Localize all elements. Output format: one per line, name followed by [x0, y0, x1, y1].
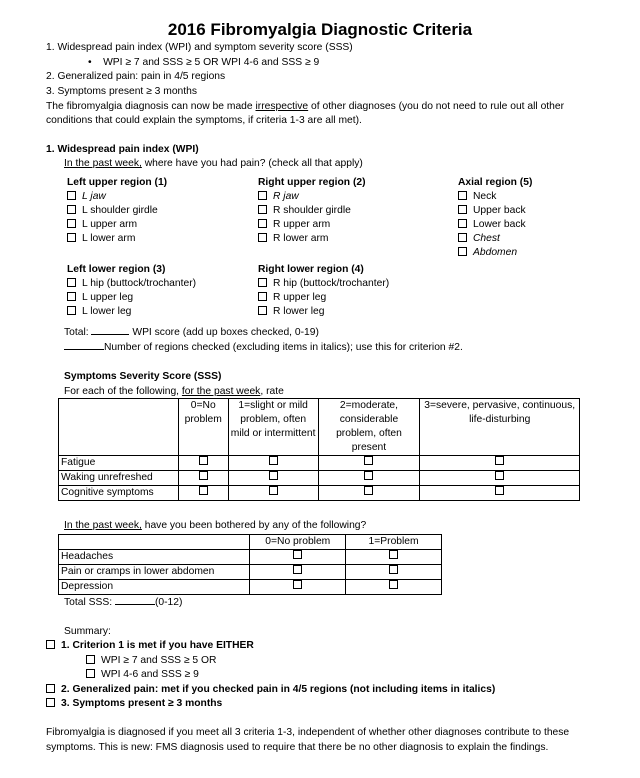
sss2-header-1: 1=Problem: [346, 535, 442, 550]
rating-cell: [178, 471, 228, 486]
checkbox[interactable]: [364, 456, 373, 465]
summary-item-2-text: 2. Generalized pain: met if you checked pain in 4/5 regions (not including items in italics): [61, 684, 496, 695]
footer-line-2: symptoms. This is new: FMS diagnosis used to require that there be no other diagnosis to explain the findings.: [46, 742, 549, 753]
sss-instr-emphasis: for the past week: [181, 386, 261, 397]
region-item-label: R upper leg: [273, 292, 327, 303]
sss-header-3: 3=severe, pervasive, continuous, life-disturbing: [420, 399, 580, 456]
checkbox[interactable]: [46, 640, 55, 649]
sss-header-1: 1=slight or mild problem, often mild or intermittent: [228, 399, 318, 456]
summary-label: Summary:: [64, 626, 111, 637]
row-label: Pain or cramps in lower abdomen: [59, 565, 250, 580]
row-label: Waking unrefreshed: [59, 471, 179, 486]
region-item-label: Upper back: [473, 205, 526, 216]
region-item-label: R lower leg: [273, 306, 325, 317]
region-item-label: R lower arm: [273, 233, 329, 244]
sss-header-blank: [59, 399, 179, 456]
rating-cell: [318, 486, 420, 501]
wpi-regions-blank[interactable]: [64, 349, 104, 350]
checkbox[interactable]: [293, 580, 302, 589]
region-item-label: Lower back: [473, 219, 526, 230]
checkbox[interactable]: [199, 456, 208, 465]
checkbox[interactable]: [458, 191, 467, 200]
table-row: [59, 550, 442, 565]
rating-cell: [250, 580, 346, 595]
sss-instr-text: , rate: [260, 386, 284, 397]
checkbox[interactable]: [364, 486, 373, 495]
wpi-instr-emphasis: In the past week,: [64, 158, 142, 169]
checkbox[interactable]: [258, 205, 267, 214]
sss-header-2: 2=moderate, considerable problem, often present: [318, 399, 420, 456]
region-item: [67, 218, 167, 232]
checkbox[interactable]: [67, 219, 76, 228]
region-item: [458, 246, 532, 260]
region-item: [258, 291, 389, 305]
footer-line-1: Fibromyalgia is diagnosed if you meet all 3 criteria 1-3, independent of whether other diagnoses contribute to these: [46, 727, 570, 738]
checkbox[interactable]: [199, 486, 208, 495]
wpi-total-blank[interactable]: [91, 334, 129, 335]
rating-cell: [346, 565, 442, 580]
checkbox[interactable]: [67, 191, 76, 200]
table-row: [59, 471, 580, 486]
checkbox[interactable]: [389, 550, 398, 559]
checkbox[interactable]: [458, 219, 467, 228]
rating-cell: [228, 486, 318, 501]
sss-instructions: [64, 385, 284, 399]
region-item-label: L upper leg: [82, 292, 134, 303]
wpi-total-line: [64, 326, 319, 340]
page-title: 2016 Fibromyalgia Diagnostic Criteria: [167, 20, 473, 39]
summary-item-3: [46, 697, 222, 711]
wpi-heading: 1. Widespread pain index (WPI): [46, 144, 199, 155]
bullet-icon: •: [88, 57, 92, 68]
rating-cell: [250, 565, 346, 580]
checkbox[interactable]: [293, 565, 302, 574]
summary-item-1a: [86, 654, 216, 668]
sss2-header-0: 0=No problem: [250, 535, 346, 550]
region-item: [258, 305, 389, 319]
region-left-lower: [67, 263, 196, 319]
checkbox[interactable]: [86, 669, 95, 678]
region-item-label: Neck: [473, 191, 497, 202]
region-title: Right lower region (4): [258, 264, 364, 275]
criterion-1: 1. Widespread pain index (WPI) and symptom severity score (SSS): [46, 42, 353, 53]
wpi-regions-desc: Number of regions checked (excluding items in italics); use this for criterion #2.: [104, 342, 463, 353]
sss-total-line: [64, 596, 182, 610]
checkbox[interactable]: [258, 219, 267, 228]
criterion-1-sub: [88, 56, 319, 70]
region-item-label: L shoulder girdle: [82, 205, 158, 216]
sss2-header-row: [59, 535, 442, 550]
checkbox[interactable]: [269, 471, 278, 480]
rating-cell: [420, 486, 580, 501]
sss-question-2: [64, 519, 366, 533]
checkbox[interactable]: [258, 292, 267, 301]
region-item: [258, 232, 366, 246]
checkbox[interactable]: [389, 565, 398, 574]
table-row: [59, 486, 580, 501]
checkbox[interactable]: [458, 205, 467, 214]
rating-cell: [420, 471, 580, 486]
region-item: [67, 232, 167, 246]
checkbox[interactable]: [258, 306, 267, 315]
rating-cell: [318, 471, 420, 486]
wpi-regions-line: [64, 341, 463, 355]
sss-header-row: [59, 399, 580, 456]
sss-q2-emphasis: In the past week,: [64, 520, 142, 531]
summary-item-2: [46, 683, 495, 697]
checkbox[interactable]: [389, 580, 398, 589]
checkbox[interactable]: [46, 684, 55, 693]
checkbox[interactable]: [67, 292, 76, 301]
rating-cell: [346, 580, 442, 595]
checkbox[interactable]: [67, 233, 76, 242]
checkbox[interactable]: [46, 698, 55, 707]
sss-header-0: 0=No problem: [178, 399, 228, 456]
region-item: [67, 277, 196, 291]
checkbox[interactable]: [269, 456, 278, 465]
summary-item-1b: [86, 668, 199, 682]
sss-total-blank[interactable]: [115, 604, 155, 605]
rating-cell: [346, 550, 442, 565]
region-item: [258, 204, 366, 218]
checkbox[interactable]: [67, 306, 76, 315]
region-item: [67, 204, 167, 218]
sss-table-2: [58, 534, 442, 595]
region-left-upper: [67, 176, 167, 246]
wpi-total-label: Total:: [64, 327, 92, 338]
note-emphasis: irrespective: [255, 101, 309, 112]
summary-item-1: [46, 639, 254, 653]
wpi-total-desc: WPI score (add up boxes checked, 0-19): [129, 327, 319, 338]
criterion-2: 2. Generalized pain: pain in 4/5 regions: [46, 71, 226, 82]
checkbox[interactable]: [293, 550, 302, 559]
checkbox[interactable]: [269, 486, 278, 495]
checkbox[interactable]: [364, 471, 373, 480]
sss-total-label: Total SSS:: [64, 597, 115, 608]
region-item-label: L lower arm: [82, 233, 136, 244]
table-row: [59, 580, 442, 595]
table-row: [59, 456, 580, 471]
region-item: [458, 232, 532, 246]
region-axial: [458, 176, 532, 260]
note-line-2: conditions that could explain the symptoms, if criteria 1-3 are all met).: [46, 115, 362, 126]
sss-heading: Symptoms Severity Score (SSS): [64, 371, 222, 382]
note-text: The fibromyalgia diagnosis can now be made: [46, 101, 256, 112]
region-item: [67, 291, 196, 305]
row-label: Headaches: [59, 550, 250, 565]
region-title: Left lower region (3): [67, 264, 166, 275]
region-item: [258, 218, 366, 232]
checkbox[interactable]: [67, 278, 76, 287]
region-item: [67, 190, 167, 204]
region-item: [67, 305, 196, 319]
row-label: Fatigue: [59, 456, 179, 471]
region-item-label: L jaw: [82, 191, 106, 202]
summary-item-3-text: 3. Symptoms present ≥ 3 months: [61, 698, 223, 709]
sss2-header-blank: [59, 535, 250, 550]
region-item-label: L lower leg: [82, 306, 132, 317]
checkbox[interactable]: [86, 655, 95, 664]
sss-instr-text: For each of the following,: [64, 386, 182, 397]
table-row: [59, 565, 442, 580]
rating-cell: [178, 486, 228, 501]
row-label: Depression: [59, 580, 250, 595]
rating-cell: [318, 456, 420, 471]
criterion-1-sub-text: WPI ≥ 7 and SSS ≥ 5 OR WPI 4-6 and SSS ≥ 9: [103, 57, 320, 68]
region-title: Left upper region (1): [67, 177, 168, 188]
region-right-lower: [258, 263, 389, 319]
summary-item-1a-text: WPI ≥ 7 and SSS ≥ 5 OR: [101, 655, 217, 666]
checkbox[interactable]: [67, 205, 76, 214]
checkbox[interactable]: [258, 278, 267, 287]
region-item: [458, 190, 532, 204]
checkbox[interactable]: [199, 471, 208, 480]
rating-cell: [250, 550, 346, 565]
checkbox[interactable]: [495, 486, 504, 495]
region-item-label: R jaw: [273, 191, 299, 202]
summary-item-1-text: 1. Criterion 1 is met if you have EITHER: [61, 640, 254, 651]
checkbox[interactable]: [258, 233, 267, 242]
region-item: [258, 277, 389, 291]
checkbox[interactable]: [258, 191, 267, 200]
rating-cell: [228, 471, 318, 486]
checkbox[interactable]: [458, 247, 467, 256]
region-item: [458, 218, 532, 232]
region-item-label: R shoulder girdle: [273, 205, 351, 216]
checkbox[interactable]: [495, 456, 504, 465]
region-item: [458, 204, 532, 218]
region-item-label: R upper arm: [273, 219, 331, 230]
region-right-upper: [258, 176, 366, 246]
region-title: Axial region (5): [458, 177, 533, 188]
wpi-instructions: [64, 157, 363, 171]
sss-total-range: (0-12): [154, 597, 183, 608]
wpi-instr-text: where have you had pain? (check all that apply): [141, 158, 363, 169]
region-item-label: L hip (buttock/trochanter): [82, 278, 197, 289]
checkbox[interactable]: [458, 233, 467, 242]
region-item-label: Chest: [473, 233, 500, 244]
summary-item-1b-text: WPI 4-6 and SSS ≥ 9: [101, 669, 199, 680]
sss-table: [58, 398, 580, 501]
region-item-label: R hip (buttock/trochanter): [273, 278, 390, 289]
rating-cell: [420, 456, 580, 471]
region-item: [258, 190, 366, 204]
region-item-label: Abdomen: [473, 247, 518, 258]
row-label: Cognitive symptoms: [59, 486, 179, 501]
region-title: Right upper region (2): [258, 177, 366, 188]
note-line-1: [46, 100, 564, 114]
region-item-label: L upper arm: [82, 219, 138, 230]
rating-cell: [228, 456, 318, 471]
note-text: of other diagnoses (you do not need to rule out all other: [308, 101, 565, 112]
rating-cell: [178, 456, 228, 471]
sss-q2-text: have you been bothered by any of the following?: [141, 520, 367, 531]
criterion-3: 3. Symptoms present ≥ 3 months: [46, 86, 198, 97]
checkbox[interactable]: [495, 471, 504, 480]
